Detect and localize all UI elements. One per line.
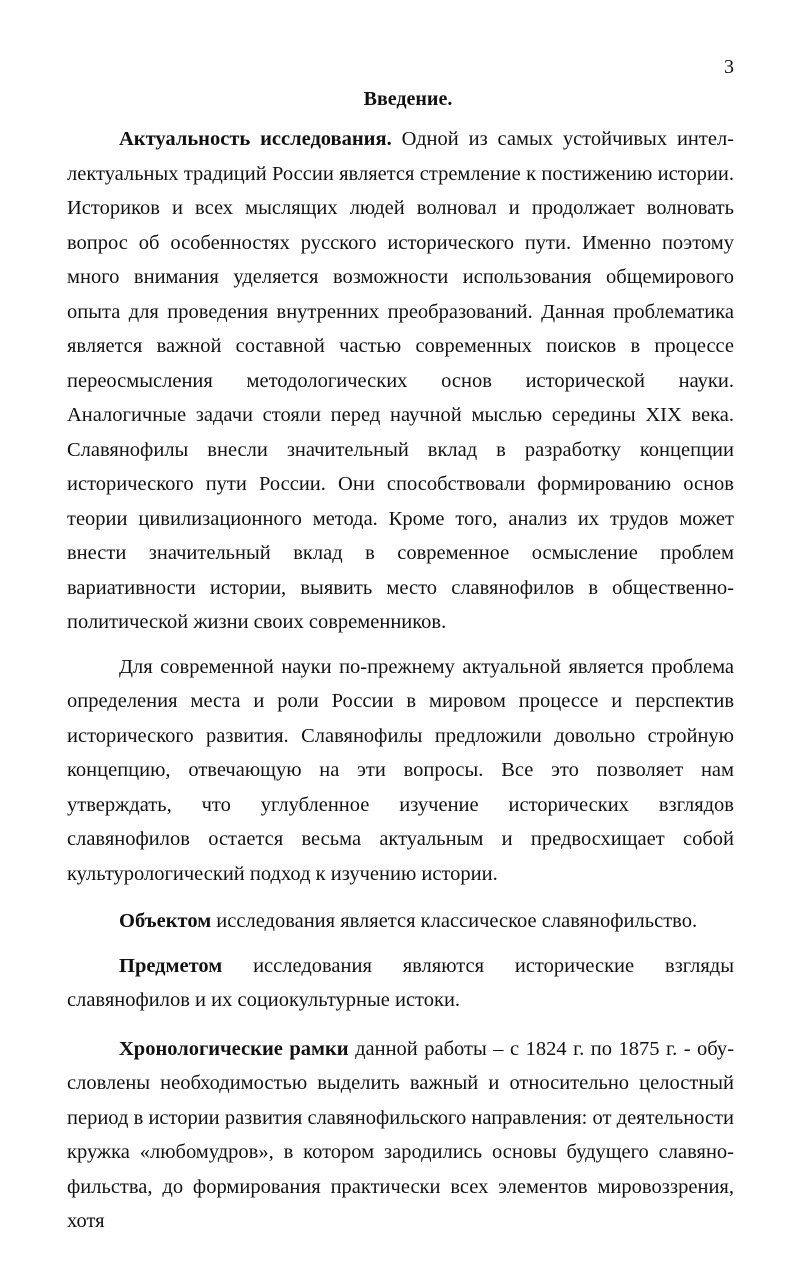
paragraph-relevance xyxy=(67,122,734,640)
modern-science-text: Для современной науки по-прежнему актуальной является проблема определения места и роли России в мировом процессе и перспектив исторического развития. Славянофилы предложили довольно стройную концепцию, отвечающую на эти вопросы. Все это позволяет нам утверждать, что углубленное изучение исторических взглядов славянофилов остается весьма актуальным и предвосхищает собой культурологический подход к изучению истории. xyxy=(67,655,734,885)
chronology-heading: Хронологические рамки xyxy=(119,1037,349,1060)
body-text xyxy=(67,122,734,1239)
object-text: исследования является классическое славянофильство. xyxy=(211,910,698,932)
section-title: Введение. xyxy=(363,88,453,110)
paragraph-chronology xyxy=(67,1032,734,1239)
relevance-text: Одной из самых устойчивых интеллектуальных традиций России является стремление к постижению истории. Историков и всех мыслящих людей волновал и продолжает волновать вопрос об особенностях русского исторического пути. Именно поэтому много внимания уделяется возможности использования общемирового опыта для проведения внутренних преобразований. Данная проблематика является важной составной частью современных поисков в процессе переосмысления методологических основ исторической науки. Аналогичные задачи стояли перед научной мыслью середины XIX века. Славянофилы внесли значительный вклад в разработку концепции исторического пути России. Они способствовали формированию основ теории цивилизационного метода. Кроме того, анализ их трудов может внести значительный вклад в современное осмысление проблем вариативности истории, выявить место славянофилов в общественно-политической жизни своих современников. xyxy=(67,128,734,633)
object-heading: Объектом xyxy=(119,910,212,932)
relevance-heading: Актуальность исследования. xyxy=(119,128,392,150)
page-number: 3 xyxy=(724,56,734,78)
chronology-text: данной работы – с 1824 г. по 1875 г. - обусловлены необходимостью выделить важный и относительно целостный период в истории развития славянофильского направления: от деятельности кружка «любомудров», в котором зародились основы будущего славянофильства, до формирования практически всех элементов мировоззрения, хотя xyxy=(67,1037,735,1232)
subject-text: исследования являются исторические взгляды славянофилов и их социокультурные истоки. xyxy=(67,954,734,1011)
paragraph-object xyxy=(67,904,734,939)
subject-heading: Предметом xyxy=(119,954,223,977)
paragraph-subject xyxy=(67,949,734,1018)
paragraph-modern-science xyxy=(67,650,734,892)
